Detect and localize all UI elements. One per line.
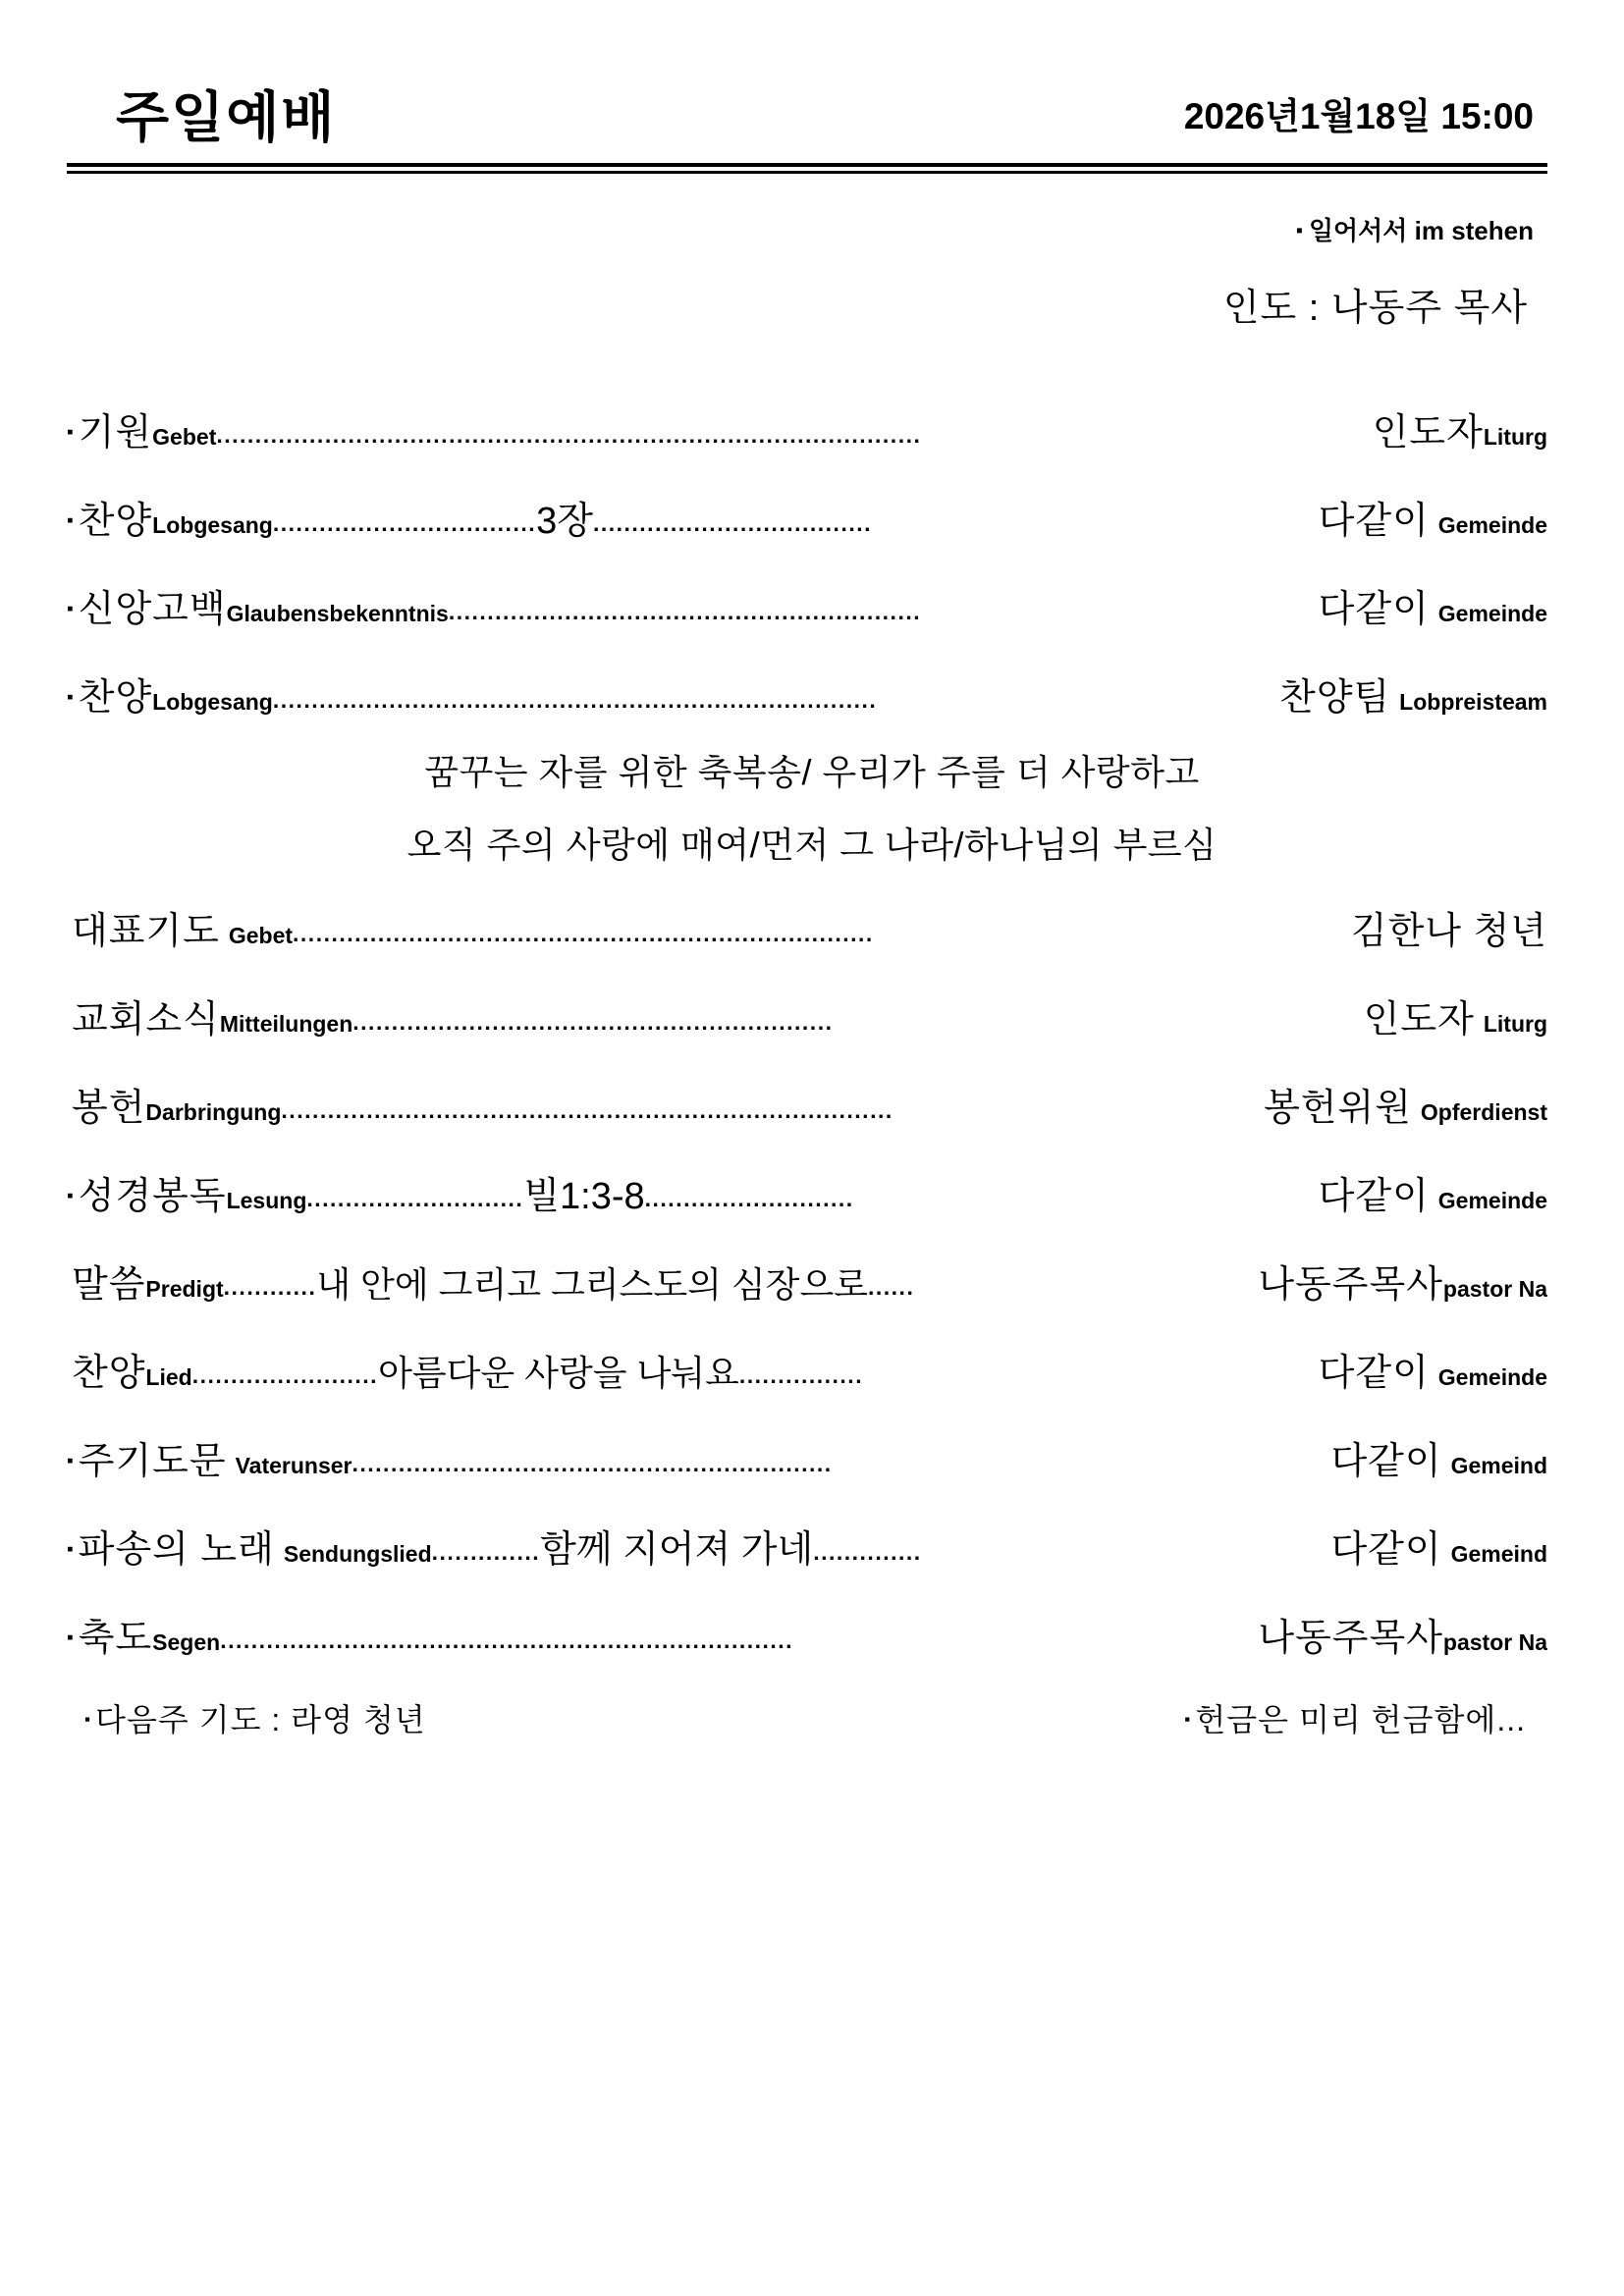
program-item-german: Lobgesang	[152, 512, 273, 538]
program-item-detail: 빌1:3-8	[523, 1176, 645, 1217]
program-item-performer-german: Liturg	[1483, 1011, 1547, 1037]
leader-dots: ......	[868, 1274, 915, 1300]
program-row	[67, 1607, 1547, 1661]
program-item-german: Glaubensbekenntnis	[226, 601, 449, 626]
program-item-performer: 다같이	[1330, 1529, 1442, 1571]
program-item-german: Lied	[145, 1364, 192, 1390]
bullet-icon: ▪	[67, 1186, 74, 1206]
song-title: 오직 주의 사랑에 매여/먼저 그 나라/하나님의 부르심	[406, 825, 1218, 865]
program-item-german: Gebet	[152, 424, 217, 450]
program-item-performer: 다같이	[1318, 501, 1430, 542]
standing-note-label: 일어서서 im stehen	[1308, 216, 1534, 245]
program-row	[67, 490, 1547, 544]
leader-dots: ..................................	[272, 510, 537, 536]
program-item-korean: 축도	[78, 1618, 153, 1659]
program-item-performer-german: Gemeinde	[1437, 1364, 1547, 1390]
leader-dots: ..............	[431, 1539, 541, 1565]
program-item-german: Segen	[152, 1629, 221, 1655]
program-item-german: Predigt	[145, 1276, 224, 1302]
program-item-performer-german: Opferdienst	[1420, 1099, 1547, 1125]
leader-dots: ........................	[191, 1362, 379, 1388]
page-header	[0, 0, 1624, 148]
bullet-icon: ▪	[67, 687, 74, 708]
bullet-icon: ▪	[84, 1710, 92, 1729]
footer-next-week-prayer	[84, 1695, 426, 1740]
program-item-performer: 김한나 청년	[1350, 911, 1547, 952]
bullet-icon: ▪	[1184, 1710, 1192, 1729]
praise-song-titles	[0, 752, 1624, 865]
program-item-german: Darbringung	[145, 1099, 282, 1125]
program-item-korean: 파송의 노래	[78, 1529, 275, 1571]
bullet-icon: ▪	[67, 599, 74, 619]
program-item-korean: 교회소식	[72, 999, 220, 1041]
program-item-german: Sendungslied	[283, 1541, 432, 1567]
program-item-german: Mitteilungen	[219, 1011, 353, 1037]
song-title: 꿈꾸는 자를 위한 축복송/ 우리가 주를 더 사랑하고	[424, 752, 1200, 792]
program-item-performer-german: Gemeinde	[1437, 512, 1547, 538]
leader-dots: ...........................................................................................	[216, 422, 922, 448]
program-item-detail: 함께 지어져 가네	[540, 1529, 814, 1571]
footer-right-label: 헌금은 미리 헌금함에...	[1195, 1702, 1526, 1737]
leader-dots: ..........................................................................	[220, 1628, 794, 1653]
program-item-korean: 찬양	[78, 501, 153, 542]
program-row	[67, 1519, 1547, 1573]
leader-dots: ...........................	[644, 1186, 854, 1211]
leader-dots: ............	[223, 1274, 317, 1300]
standing-note	[0, 211, 1624, 247]
footer-offering-note	[1184, 1695, 1526, 1740]
program-item-performer: 다같이	[1330, 1441, 1442, 1482]
bullet-icon: ▪	[67, 422, 74, 443]
program-item-detail: 아름다운 사랑을 나눠요	[378, 1353, 739, 1393]
service-datetime: 2026년1월18일 15:00	[1183, 96, 1534, 136]
program-item-performer-german: Gemeinde	[1437, 601, 1547, 626]
program-item-detail: 3장	[536, 501, 593, 542]
leader-dots: ....................................	[592, 510, 872, 536]
program-item-german: Vaterunser	[235, 1453, 352, 1478]
bullet-icon: ▪	[67, 1539, 74, 1560]
program-row	[67, 1077, 1547, 1131]
service-leader: 인도 : 나동주 목사	[1222, 288, 1528, 329]
bullet-icon: ▪	[67, 1628, 74, 1648]
program-row	[67, 1342, 1547, 1396]
program-item-performer-german: Gemeinde	[1437, 1188, 1547, 1213]
program-item-korean: 찬양	[72, 1353, 146, 1394]
program-item-performer-german: Lobpreisteam	[1399, 689, 1547, 715]
program-item-korean: 말씀	[72, 1264, 146, 1306]
program-row	[67, 401, 1547, 455]
program-list-bottom	[0, 900, 1624, 1661]
divider-line-bottom	[67, 171, 1547, 174]
page-footer	[0, 1695, 1624, 1740]
leader-dots: ............................	[306, 1186, 524, 1211]
leader-dots: ................	[738, 1362, 864, 1388]
program-row	[67, 1430, 1547, 1484]
program-row	[67, 1165, 1547, 1219]
program-row	[67, 578, 1547, 632]
leader-dots: ..............................................................	[352, 1009, 834, 1035]
program-item-detail: 내 안에 그리고 그리스도의 심장으로	[316, 1264, 868, 1305]
leader-dots: ...........................................................................	[293, 921, 874, 946]
bullet-icon: ▪	[67, 1451, 74, 1471]
program-item-performer: 봉헌위원	[1264, 1088, 1412, 1129]
program-item-performer-german: pastor Na	[1442, 1629, 1547, 1655]
leader-dots: ...............................................................................	[281, 1097, 893, 1123]
program-item-performer: 인도자	[1363, 999, 1475, 1041]
program-row	[67, 1254, 1547, 1308]
leader-dots: ..............................................................................	[272, 687, 878, 713]
program-item-german: Lesung	[226, 1188, 307, 1213]
header-divider	[67, 163, 1547, 174]
leader-dots: .............................................................	[448, 599, 922, 624]
program-item-performer: 다같이	[1318, 1353, 1430, 1394]
program-item-korean: 기원	[78, 412, 153, 454]
program-item-performer: 찬양팀	[1279, 677, 1391, 719]
program-item-korean: 성경봉독	[78, 1176, 227, 1217]
program-item-korean: 신앙고백	[78, 589, 227, 630]
leader-dots: ..............	[813, 1539, 922, 1565]
program-item-korean: 봉헌	[72, 1088, 146, 1129]
footer-left-label: 다음주 기도 : 라영 청년	[95, 1702, 426, 1737]
program-item-performer: 다같이	[1318, 1176, 1430, 1217]
program-item-performer-german: pastor Na	[1442, 1276, 1547, 1302]
bullet-icon: ▪	[67, 510, 74, 531]
page-title: 주일예배	[116, 86, 337, 148]
program-item-performer: 나동주목사	[1258, 1264, 1443, 1306]
program-item-performer-german: Gemeind	[1450, 1541, 1547, 1567]
bullet-icon: ▪	[1295, 220, 1303, 241]
program-item-korean: 주기도문	[78, 1441, 227, 1482]
program-item-german: Lobgesang	[152, 689, 273, 715]
program-item-performer: 다같이	[1318, 589, 1430, 630]
program-item-german: Gebet	[228, 923, 294, 948]
program-item-performer-german: Liturg	[1483, 424, 1547, 450]
program-item-performer: 나동주목사	[1258, 1618, 1443, 1659]
program-row	[67, 900, 1547, 954]
program-row	[67, 988, 1547, 1042]
program-list-top	[0, 401, 1624, 721]
program-item-korean: 대표기도	[72, 911, 220, 952]
program-item-performer-german: Gemeind	[1450, 1453, 1547, 1478]
program-item-performer: 인도자	[1372, 412, 1484, 454]
leader-dots: ..............................................................	[352, 1451, 833, 1476]
program-item-korean: 찬양	[78, 677, 153, 719]
program-row	[67, 667, 1547, 721]
